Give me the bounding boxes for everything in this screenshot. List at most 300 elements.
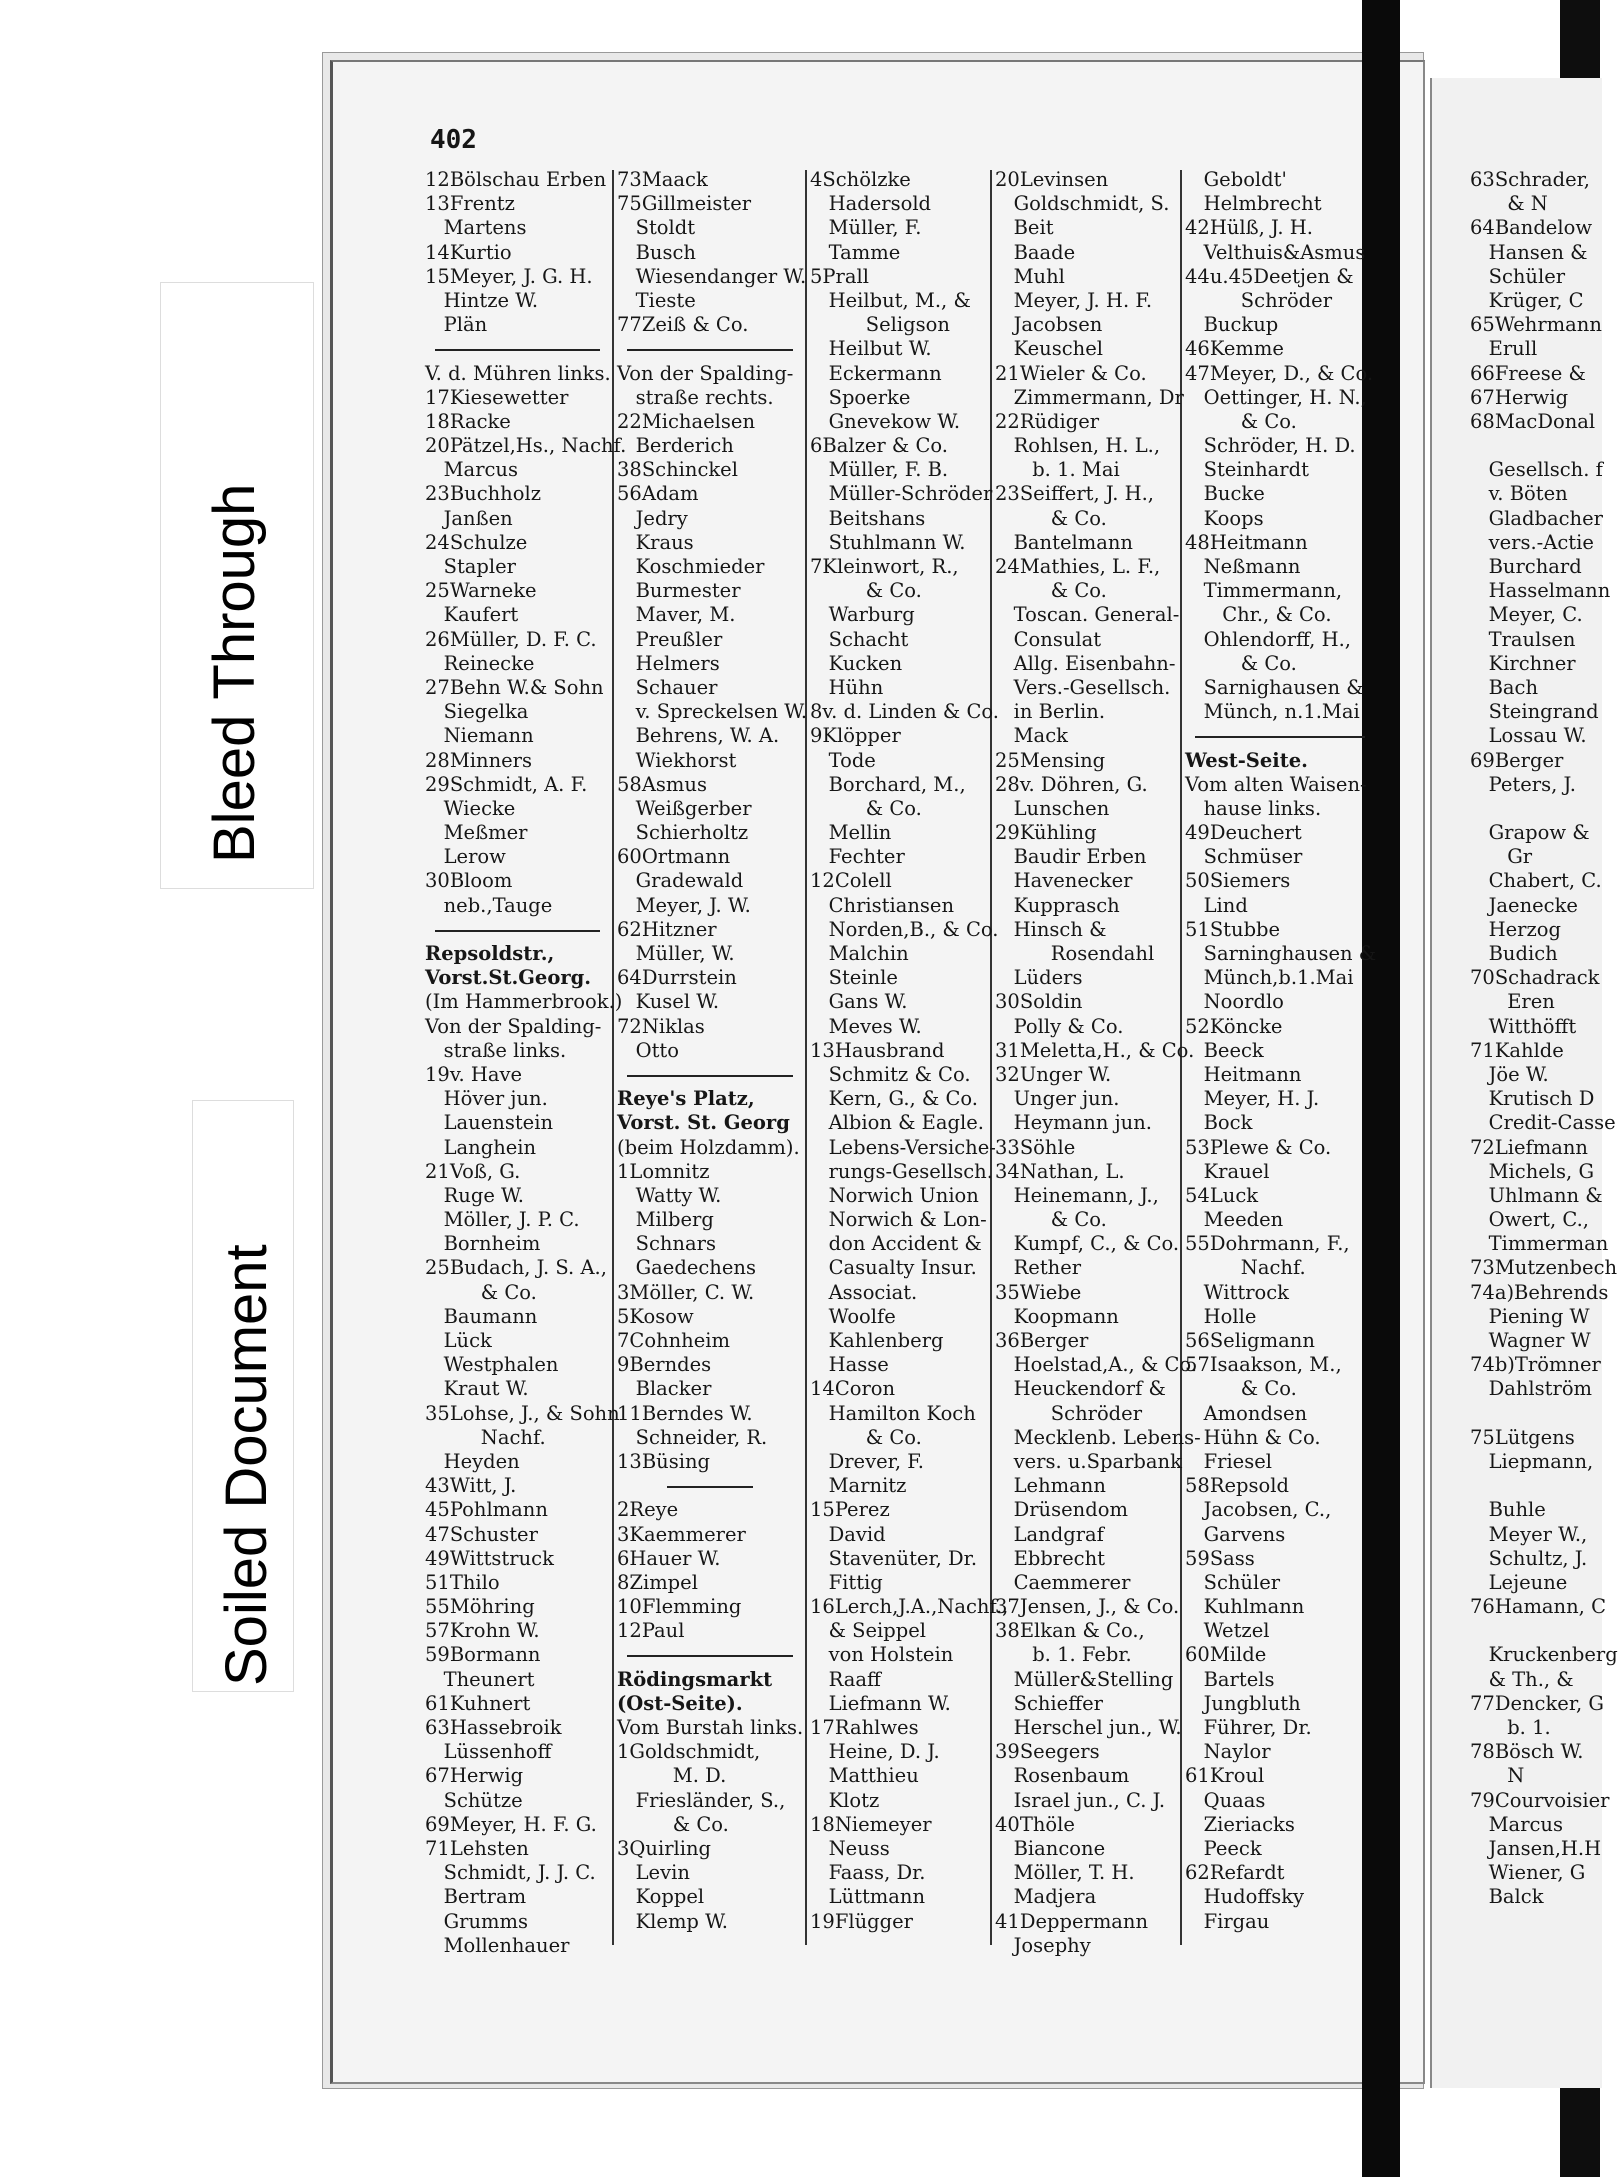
directory-entry: 35Lohse, J., & Sohn	[425, 1401, 620, 1425]
directory-entry: 56Adam	[617, 482, 699, 506]
directory-entry: Jacobsen, C.,	[1185, 1498, 1332, 1522]
directory-entry: Matthieu	[810, 1764, 919, 1788]
directory-entry: Kirchner	[1470, 651, 1576, 675]
directory-entry: Landgraf	[995, 1522, 1104, 1546]
directory-entry: 62Refardt	[1185, 1861, 1285, 1885]
directory-entry: Jöe W.	[1470, 1062, 1549, 1086]
directory-entry: Nachf.	[1185, 1256, 1306, 1280]
directory-entry: West-Seite.	[1185, 748, 1308, 772]
directory-entry: Schnars	[617, 1232, 716, 1256]
directory-entry: Schüler	[1185, 1570, 1281, 1594]
directory-entry: Drever, F.	[810, 1449, 924, 1473]
directory-entry: Allg. Eisenbahn-	[995, 651, 1176, 675]
directory-entry: 33Söhle	[995, 1135, 1076, 1159]
directory-entry: 30Bloom	[425, 869, 513, 893]
directory-entry: Garvens	[1185, 1522, 1286, 1546]
directory-entry: 5Prall	[810, 264, 869, 288]
directory-entry: David	[810, 1522, 886, 1546]
directory-entry: Helmers	[617, 651, 720, 675]
directory-entry: Marnitz	[810, 1474, 907, 1498]
directory-entry: Firgau	[1185, 1909, 1270, 1933]
directory-entry: Ebbrecht	[995, 1546, 1105, 1570]
directory-entry: (Im Hammerbrook.)	[425, 990, 623, 1014]
section-rule	[617, 1063, 803, 1087]
directory-entry: Rosenbaum	[995, 1764, 1130, 1788]
directory-entry: Klemp W.	[617, 1909, 728, 1933]
directory-entry: 34Nathan, L.	[995, 1159, 1125, 1183]
directory-entry: Keuschel	[995, 337, 1104, 361]
directory-entry	[1470, 434, 1600, 458]
directory-entry: Toscan. General-	[995, 603, 1180, 627]
directory-entry: Associat.	[810, 1280, 918, 1304]
directory-entry: Jedry	[617, 506, 688, 530]
directory-entry: 45Pohlmann	[425, 1498, 548, 1522]
directory-entry: & Co.	[995, 1208, 1107, 1232]
directory-entry: Jungbluth	[1185, 1691, 1301, 1715]
directory-entry: 15Perez	[810, 1498, 890, 1522]
directory-entry: 67Herwig	[1470, 385, 1569, 409]
directory-entry: Jaenecke	[1470, 893, 1578, 917]
directory-entry: Schierholtz	[617, 821, 749, 845]
directory-entry: 64Bandelow	[1470, 216, 1593, 240]
directory-entry: Heilbut W.	[810, 337, 932, 361]
directory-entry: Norwich & Lon-	[810, 1208, 987, 1232]
directory-entry: 46Kemme	[1185, 337, 1284, 361]
directory-entry: Kraus	[617, 530, 694, 554]
directory-entry: Sarnighausen &	[1185, 675, 1364, 699]
directory-entry: 31Meletta,H., & Co.	[995, 1038, 1195, 1062]
directory-entry: 58Repsold	[1185, 1474, 1289, 1498]
directory-entry: 59Sass	[1185, 1546, 1255, 1570]
directory-entry: Dahlström	[1470, 1377, 1593, 1401]
directory-entry: Unger jun.	[995, 1087, 1120, 1111]
directory-entry: 76Hamann, C	[1470, 1595, 1606, 1619]
directory-entry: 17Kiesewetter	[425, 385, 569, 409]
directory-entry: Hadersold	[810, 192, 932, 216]
directory-entry: Schröder, H. D.	[1185, 434, 1356, 458]
directory-entry: 6Hauer W.	[617, 1546, 721, 1570]
directory-entry: 74b)Trömner	[1470, 1353, 1601, 1377]
directory-entry: Meßmer	[425, 821, 528, 845]
directory-entry: Möller, J. P. C.	[425, 1208, 580, 1232]
directory-entry: Consulat	[995, 627, 1102, 651]
directory-entry: Herschel jun., W.	[995, 1716, 1182, 1739]
column-rule-2	[805, 170, 807, 1945]
directory-entry: Nachf.	[425, 1425, 546, 1449]
directory-entry: & Seippel	[810, 1619, 927, 1643]
directory-entry: Koschmieder	[617, 555, 765, 578]
directory-entry: Hudoffsky	[1185, 1885, 1305, 1909]
directory-entry: 16Lerch,J.A.,Nachf.,	[810, 1595, 1009, 1619]
directory-entry: 39Seegers	[995, 1740, 1100, 1764]
directory-entry: 32Unger W.	[995, 1062, 1112, 1086]
directory-entry: Balck	[1470, 1885, 1544, 1909]
directory-entry: 15Meyer, J. G. H.	[425, 264, 593, 288]
directory-entry: & Co.	[810, 579, 922, 603]
directory-entry: Israel jun., C. J.	[995, 1788, 1166, 1812]
directory-entry: Grumms	[425, 1909, 529, 1933]
directory-entry: Woolfe	[810, 1304, 896, 1328]
directory-entry: 29Schmidt, A. F.	[425, 772, 588, 796]
directory-entry: Stoldt	[617, 216, 696, 240]
directory-entry: Erull	[1470, 337, 1538, 361]
directory-entry: 49Wittstruck	[425, 1546, 554, 1570]
directory-entry: 18Niemeyer	[810, 1812, 932, 1836]
directory-entry: Jansen,H.H	[1470, 1836, 1602, 1860]
directory-entry: & Co.	[1185, 409, 1297, 433]
directory-entry: 56Seligmann	[1185, 1329, 1315, 1352]
directory-entry: Peeck	[1185, 1836, 1262, 1860]
directory-entry: 69Berger	[1470, 748, 1564, 772]
directory-entry: 19v. Have	[425, 1062, 523, 1086]
directory-entry: 68MacDonal	[1470, 409, 1596, 433]
directory-entry: Milberg	[617, 1208, 714, 1232]
directory-entry: 30Soldin	[995, 990, 1083, 1014]
directory-entry: Mack	[995, 724, 1068, 748]
directory-entry: 43Witt, J.	[425, 1474, 517, 1498]
directory-entry: Kahlenberg	[810, 1329, 944, 1352]
directory-entry: Mellin	[810, 821, 892, 845]
directory-entry: 5Kosow	[617, 1304, 694, 1328]
directory-entry: Lehmann	[995, 1474, 1106, 1498]
directory-entry: Heyden	[425, 1449, 520, 1473]
bleed-through-label: Bleed Through	[202, 483, 267, 863]
directory-entry: 25Warneke	[425, 579, 537, 603]
directory-entry: Höver jun.	[425, 1087, 548, 1111]
directory-entry: Meyer, C.	[1470, 603, 1583, 627]
directory-entry: Kaufert	[425, 603, 519, 627]
directory-entry: 7Kleinwort, R.,	[810, 555, 959, 578]
directory-entry: 20Pätzel,Hs., Nachf.	[425, 434, 627, 458]
directory-entry: Wiesendanger W.	[617, 264, 807, 288]
directory-entry: Meyer, J. W.	[617, 893, 751, 917]
directory-entry: 73Mutzenbech	[1470, 1256, 1618, 1280]
directory-entry: & Th., &	[1470, 1667, 1574, 1691]
directory-entry: Lind	[1185, 893, 1248, 917]
directory-entry: Meyer, J. H. F.	[995, 288, 1153, 312]
section-rule	[617, 1474, 803, 1498]
directory-entry: 59Bormann	[425, 1643, 541, 1667]
directory-entry: Credit-Casse	[1470, 1111, 1616, 1135]
directory-entry: 74a)Behrends	[1470, 1280, 1609, 1304]
directory-entry: 19Flügger	[810, 1909, 913, 1933]
directory-entry: Beeck	[1185, 1038, 1264, 1062]
directory-entry: Christiansen	[810, 893, 955, 917]
directory-entry: Schultz, J.	[1470, 1546, 1588, 1570]
directory-entry: Möller, T. H.	[995, 1861, 1135, 1885]
directory-entry: 69Meyer, H. F. G.	[425, 1812, 597, 1836]
directory-entry: Hasse	[810, 1353, 889, 1377]
directory-entry: 51Thilo	[425, 1570, 500, 1594]
directory-column-3	[810, 168, 1009, 1934]
directory-entry: Marcus	[1470, 1812, 1563, 1836]
directory-entry: Borchard, M.,	[810, 772, 966, 796]
directory-entry: 23Seiffert, J. H.,	[995, 482, 1154, 506]
directory-entry: Friesel	[1185, 1449, 1273, 1473]
directory-entry: Müller, F. B.	[810, 458, 949, 482]
directory-entry: Mollenhauer	[425, 1933, 570, 1957]
directory-entry: 26Müller, D. F. C.	[425, 627, 597, 651]
directory-entry: Blacker	[617, 1377, 712, 1401]
directory-entry: 25Mensing	[995, 748, 1106, 772]
directory-entry: Vom alten Waisen-	[1185, 772, 1367, 796]
directory-entry: 24Schulze	[425, 530, 528, 554]
directory-entry: v. Böten	[1470, 482, 1568, 506]
directory-entry: Witthöfft	[1470, 1014, 1577, 1038]
directory-entry: 22Michaelsen	[617, 409, 756, 433]
directory-entry: Schacht	[810, 627, 909, 651]
directory-entry: Lüssenhoff	[425, 1740, 552, 1764]
directory-entry: Holle	[1185, 1304, 1257, 1328]
directory-entry: Baudir Erben	[995, 845, 1147, 869]
directory-entry: Naylor	[1185, 1740, 1271, 1764]
directory-entry: Langhein	[425, 1135, 537, 1159]
directory-entry: in Berlin.	[995, 700, 1106, 724]
directory-entry: 63Hassebroik	[425, 1716, 562, 1739]
directory-entry: Lejeune	[1470, 1570, 1568, 1594]
directory-entry: b. 1. Febr.	[995, 1643, 1132, 1667]
directory-entry: vers. u.Sparbank	[995, 1449, 1182, 1473]
directory-entry: 9Berndes	[617, 1353, 712, 1377]
directory-entry: 47Schuster	[425, 1522, 538, 1546]
directory-entry: von Holstein	[810, 1643, 954, 1667]
directory-entry: 54Luck	[1185, 1183, 1259, 1207]
directory-entry: Schröder	[995, 1401, 1143, 1425]
directory-entry: Zimmermann, Dr	[995, 385, 1184, 409]
directory-entry: 25Budach, J. S. A.,	[425, 1256, 607, 1280]
directory-entry: Preußler	[617, 627, 723, 651]
directory-entry: Eren	[1470, 990, 1555, 1014]
directory-entry: (Ost-Seite).	[617, 1691, 743, 1715]
directory-entry: 47Meyer, D., & Co.	[1185, 361, 1374, 385]
directory-entry: 48Heitmann	[1185, 530, 1308, 554]
directory-entry: Marcus	[425, 458, 518, 482]
directory-entry: Raaff	[810, 1667, 881, 1691]
directory-entry: Von der Spalding-	[617, 361, 794, 385]
directory-entry: Meves W.	[810, 1014, 922, 1038]
directory-entry: 75Lütgens	[1470, 1425, 1575, 1449]
directory-entry: Martens	[425, 216, 527, 240]
directory-entry: straße rechts.	[617, 385, 774, 409]
directory-entry: 55Möhring	[425, 1595, 535, 1619]
directory-entry: 36Berger	[995, 1329, 1089, 1352]
directory-entry: Neßmann	[1185, 555, 1301, 578]
directory-entry: Hühn & Co.	[1185, 1425, 1321, 1449]
directory-entry: Seligson	[810, 313, 950, 337]
directory-entry: 18Racke	[425, 409, 511, 433]
directory-entry: Vom Burstah links.	[617, 1716, 804, 1739]
directory-entry: Muhl	[995, 264, 1065, 288]
directory-entry: Weißgerber	[617, 796, 752, 820]
directory-entry: & N	[1470, 192, 1548, 216]
directory-entry: V. d. Mühren links.	[425, 361, 611, 385]
directory-entry: 1Goldschmidt,	[617, 1740, 761, 1764]
directory-entry: b. 1.	[1470, 1716, 1551, 1739]
directory-entry: Kraut W.	[425, 1377, 529, 1401]
directory-entry: 55Dohrmann, F.,	[1185, 1232, 1350, 1256]
directory-entry: Stapler	[425, 555, 516, 578]
directory-entry: Hühn	[810, 675, 884, 699]
directory-entry: neb.,Tauge	[425, 893, 553, 917]
directory-entry: Heitmann	[1185, 1062, 1302, 1086]
directory-entry: 77Dencker, G	[1470, 1691, 1604, 1715]
directory-entry: Grapow &	[1470, 821, 1590, 845]
directory-entry: 53Plewe & Co.	[1185, 1135, 1332, 1159]
directory-entry: Quaas	[1185, 1788, 1266, 1812]
directory-entry: 78Bösch W.	[1470, 1740, 1584, 1764]
directory-entry: Lunschen	[995, 796, 1110, 820]
directory-entry: Stavenüter, Dr.	[810, 1546, 978, 1570]
directory-entry: Velthuis&Asmus	[1185, 240, 1366, 264]
directory-entry: Krutisch D	[1470, 1087, 1595, 1111]
directory-entry: Rether	[995, 1256, 1082, 1280]
directory-entry: Wagner W	[1470, 1329, 1591, 1352]
directory-entry: Bantelmann	[995, 530, 1133, 554]
directory-entry: Watty W.	[617, 1183, 722, 1207]
directory-entry: 50Siemers	[1185, 869, 1291, 893]
directory-entry: 72Liefmann	[1470, 1135, 1588, 1159]
directory-entry: Wiekhorst	[617, 748, 737, 772]
directory-entry: 13Frentz	[425, 192, 515, 216]
directory-entry: 60Ortmann	[617, 845, 731, 869]
directory-entry: & Co.	[810, 796, 922, 820]
directory-entry: don Accident &	[810, 1232, 982, 1256]
directory-entry: Kumpf, C., & Co.	[995, 1232, 1180, 1256]
directory-entry	[1470, 797, 1600, 821]
directory-entry: Schieffer	[995, 1691, 1103, 1715]
section-rule	[425, 918, 610, 942]
directory-entry: Burchard	[1470, 555, 1582, 578]
directory-entry: & Co.	[1185, 1377, 1297, 1401]
directory-entry: 57Krohn W.	[425, 1619, 540, 1643]
directory-entry: Theunert	[425, 1667, 535, 1691]
section-rule	[425, 337, 610, 361]
directory-entry: Stuhlmann W.	[810, 530, 966, 554]
directory-entry: Neuss	[810, 1836, 890, 1860]
column-rule-3	[990, 170, 992, 1945]
directory-entry: Buckup	[1185, 313, 1279, 337]
directory-entry: Siegelka	[425, 700, 529, 724]
directory-entry: 7Cohnheim	[617, 1329, 731, 1352]
bleed-through-tag	[160, 282, 314, 889]
directory-entry: 12Paul	[617, 1619, 685, 1643]
directory-entry: Buhle	[1470, 1498, 1546, 1522]
directory-entry: Peters, J.	[1470, 772, 1576, 796]
directory-entry: 75Gillmeister	[617, 192, 752, 216]
directory-entry: 65Wehrmann	[1470, 313, 1602, 337]
directory-entry: 40Thöle	[995, 1812, 1075, 1836]
directory-entry: 22Rüdiger	[995, 409, 1100, 433]
soiled-document-label: Soiled Document	[214, 1244, 279, 1686]
directory-entry: Beit	[995, 216, 1054, 240]
directory-entry: Krauel	[1185, 1159, 1270, 1183]
directory-entry: Bertram	[425, 1885, 527, 1909]
directory-entry: Heilbut, M., &	[810, 288, 971, 312]
directory-entry: 49Deuchert	[1185, 821, 1302, 845]
section-rule	[1185, 724, 1375, 748]
directory-entry: Lossau W.	[1470, 724, 1587, 748]
directory-entry	[1470, 1619, 1600, 1643]
directory-entry: Casualty Insur.	[810, 1256, 977, 1280]
directory-entry: Koops	[1185, 506, 1264, 530]
directory-column-4	[995, 168, 1201, 1958]
directory-entry: 29Kühling	[995, 821, 1097, 845]
directory-entry: Hoelstad,A., & Co.	[995, 1353, 1198, 1377]
directory-entry: Beitshans	[810, 506, 926, 530]
directory-entry: Gladbacher	[1470, 506, 1603, 530]
directory-entry: Klotz	[810, 1788, 880, 1812]
directory-entry: Zieriacks	[1185, 1812, 1295, 1836]
directory-entry: straße links.	[425, 1038, 567, 1062]
directory-entry: Hinsch &	[995, 917, 1107, 941]
directory-entry: 67Herwig	[425, 1764, 524, 1788]
directory-entry: 27Behn W.& Sohn	[425, 675, 604, 699]
directory-entry: Schmüser	[1185, 845, 1303, 869]
directory-entry: Reye's Platz,	[617, 1087, 755, 1111]
directory-entry: Amondsen	[1185, 1401, 1308, 1425]
directory-entry: 52Köncke	[1185, 1014, 1283, 1038]
directory-entry: 3Möller, C. W.	[617, 1280, 755, 1304]
directory-entry: 17Rahlwes	[810, 1716, 919, 1739]
directory-entry: Rödingsmarkt	[617, 1667, 773, 1691]
directory-entry: Drüsendom	[995, 1498, 1128, 1522]
directory-entry: Bucke	[1185, 482, 1265, 506]
directory-entry: 66Freese &	[1470, 361, 1586, 385]
directory-entry: 58Asmus	[617, 772, 707, 796]
directory-entry: & Co.	[995, 506, 1107, 530]
directory-entry: 10Flemming	[617, 1595, 742, 1619]
directory-entry: 28Minners	[425, 748, 533, 772]
directory-entry: Biancone	[995, 1836, 1106, 1860]
directory-entry: Ruge W.	[425, 1183, 524, 1207]
directory-entry: Koppel	[617, 1885, 705, 1909]
directory-entry: Ohlendorff, H.,	[1185, 627, 1351, 651]
directory-entry: Kuhlmann	[1185, 1595, 1305, 1619]
directory-entry: Lebens-Versiche-	[810, 1135, 996, 1159]
directory-entry: 73Maack	[617, 168, 708, 191]
directory-entry: Lüttmann	[810, 1885, 926, 1909]
directory-entry: 62Hitzner	[617, 917, 717, 941]
directory-entry: Burmester	[617, 579, 741, 603]
directory-entry: Schmitz & Co.	[810, 1062, 971, 1086]
directory-entry: Gesellsch. f	[1470, 458, 1603, 482]
directory-entry: 24Mathies, L. F.,	[995, 555, 1161, 578]
directory-entry: Wittrock	[1185, 1280, 1290, 1304]
directory-entry: Kern, G., & Co.	[810, 1087, 979, 1111]
directory-entry: Von der Spalding-	[425, 1014, 602, 1038]
directory-entry: 38Elkan & Co.,	[995, 1619, 1145, 1643]
directory-entry: Faass, Dr.	[810, 1861, 926, 1885]
directory-entry: Schütze	[425, 1788, 523, 1812]
directory-entry: Liepmann,	[1470, 1449, 1594, 1473]
directory-entry: Lück	[425, 1329, 492, 1352]
directory-entry: Norwich Union	[810, 1183, 979, 1207]
directory-entry: Steinle	[810, 966, 898, 990]
directory-entry: 20Levinsen	[995, 168, 1109, 191]
directory-column-6	[1470, 168, 1618, 1910]
directory-entry: Steingrand	[1470, 700, 1599, 724]
directory-entry: 61Kroul	[1185, 1764, 1265, 1788]
directory-entry: (beim Holzdamm).	[617, 1135, 800, 1159]
directory-entry: Malchin	[810, 942, 909, 965]
directory-entry: Gans W.	[810, 990, 908, 1014]
directory-entry: Heymann jun.	[995, 1111, 1152, 1135]
directory-entry: Kruckenberg	[1470, 1643, 1618, 1667]
directory-entry: 13Büsing	[617, 1449, 710, 1473]
directory-entry: Müller-Schröder	[810, 482, 993, 506]
directory-entry: Bartels	[1185, 1667, 1275, 1691]
section-rule	[617, 1643, 803, 1667]
